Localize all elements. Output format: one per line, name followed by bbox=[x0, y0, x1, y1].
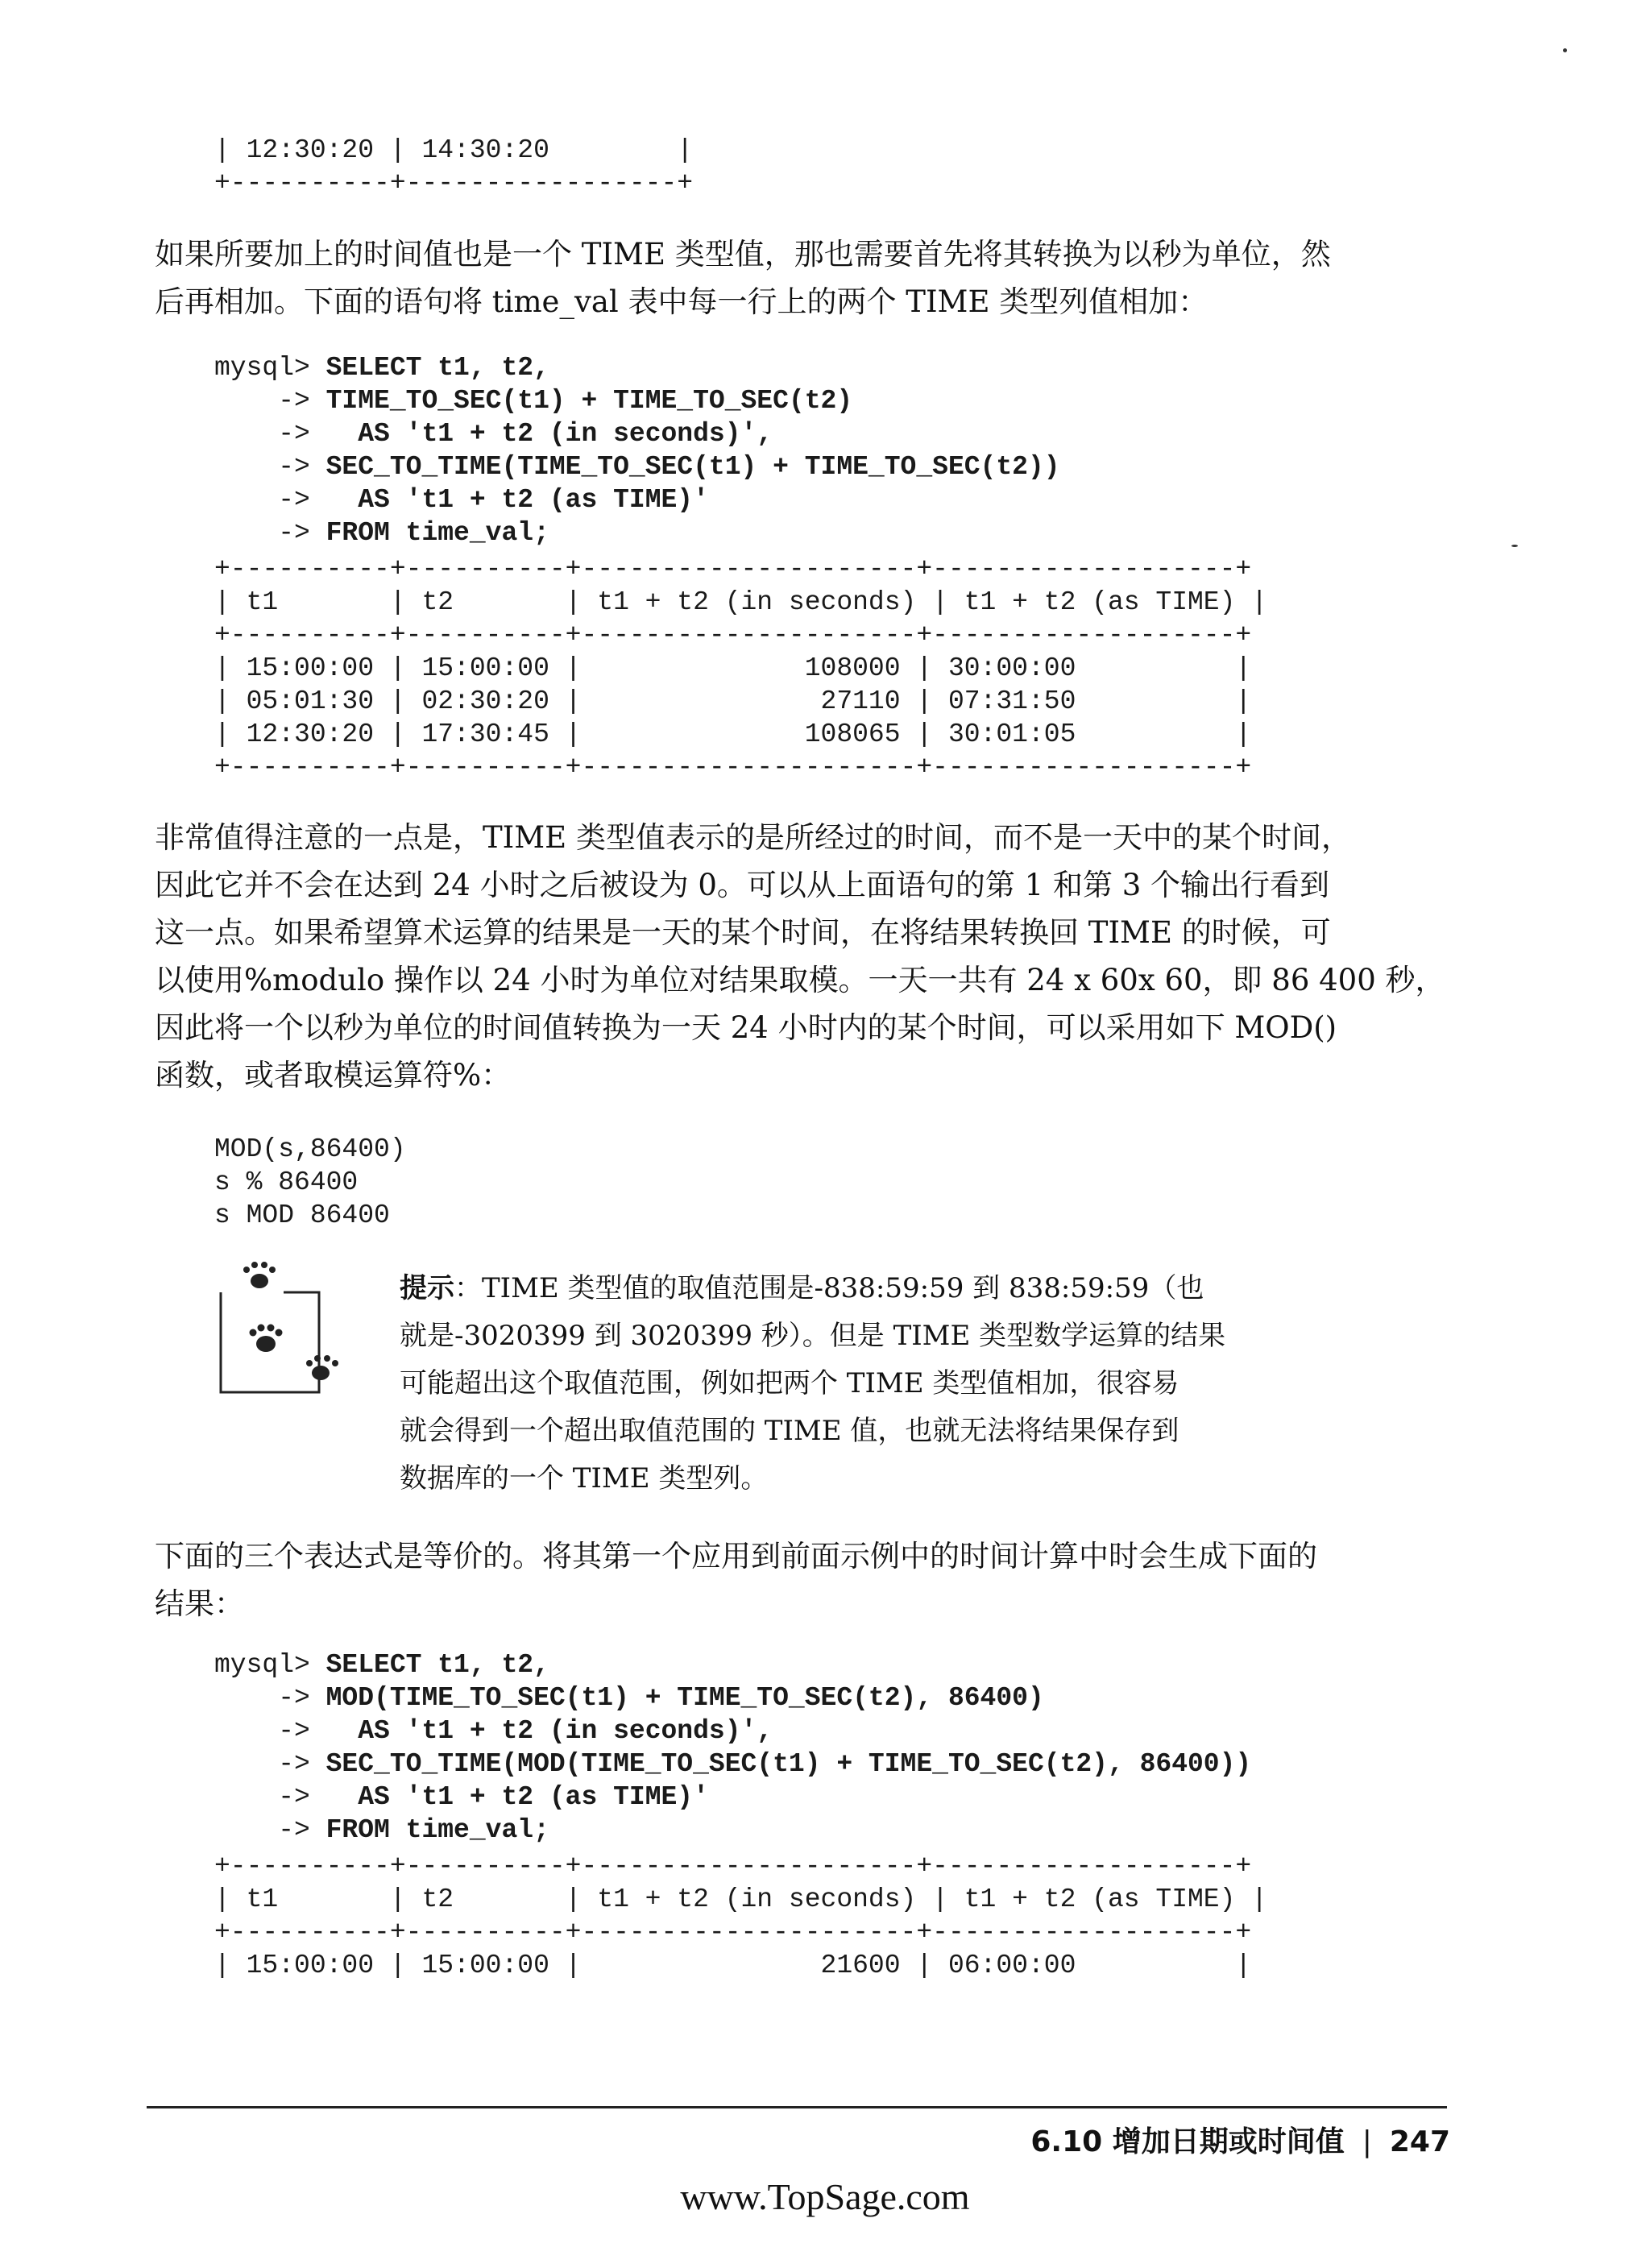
query-line: -> MOD(TIME_TO_SEC(t1) + TIME_TO_SEC(t2), 86400) bbox=[214, 1683, 1044, 1713]
paragraph-line: 结果： bbox=[155, 1586, 244, 1621]
query-line: -> TIME_TO_SEC(t1) + TIME_TO_SEC(t2) bbox=[214, 386, 853, 416]
watermark-url: www.TopSage.com bbox=[680, 2176, 970, 2217]
query-line: mysql> SELECT t1, t2, bbox=[214, 1650, 549, 1680]
table-row: | 15:00:00 | 15:00:00 | 108000 | 30:00:00 | bbox=[214, 653, 1252, 683]
tip-line: 就会得到一个超出取值范围的 TIME 值，也就无法将结果保存到 bbox=[400, 1415, 1179, 1447]
mod-examples bbox=[214, 1133, 406, 1232]
paragraph-line: 以使用%modulo 操作以 24 小时为单位对结果取模。一天一共有 24 x 60x 60，即 86 400 秒， bbox=[155, 963, 1445, 997]
code-line: +----------+-----------------+ bbox=[214, 168, 694, 198]
paragraph-line: 函数，或者取模运算符%： bbox=[155, 1058, 512, 1093]
running-footer bbox=[999, 2119, 1450, 2160]
paragraph-2 bbox=[155, 814, 1445, 1099]
table-row: | 12:30:20 | 17:30:45 | 108065 | 30:01:05 | bbox=[214, 719, 1252, 749]
scan-speck bbox=[1511, 545, 1518, 547]
query-line: -> SEC_TO_TIME(TIME_TO_SEC(t1) + TIME_TO_SEC(t2)) bbox=[214, 452, 1060, 482]
paragraph-3 bbox=[155, 1532, 1437, 1627]
paragraph-line: 后再相加。下面的语句将 time_val 表中每一行上的两个 TIME 类型列值相加： bbox=[155, 284, 1208, 319]
paragraph-line: 因此将一个以秒为单位的时间值转换为一天 24 小时内的某个时间，可以采用如下 MOD() bbox=[155, 1010, 1337, 1045]
code-line: MOD(s,86400) bbox=[214, 1134, 406, 1164]
tip-label: 提示 bbox=[400, 1272, 454, 1304]
table-row: | 15:00:00 | 15:00:00 | 21600 | 06:00:00 | bbox=[214, 1951, 1252, 1980]
paragraph-line: 如果所要加上的时间值也是一个 TIME 类型值，那也需要首先将其转换为以秒为单位，然 bbox=[155, 237, 1331, 272]
scan-speck bbox=[1563, 48, 1567, 52]
table-border: +----------+----------+---------------------+-------------------+ bbox=[214, 620, 1252, 650]
tip-note bbox=[400, 1265, 1350, 1503]
query-line: -> AS 't1 + t2 (in seconds)', bbox=[214, 1716, 773, 1746]
page-number: 247 bbox=[1389, 2125, 1450, 2158]
result-table-1 bbox=[214, 553, 1267, 784]
table-border: +----------+----------+---------------------+-------------------+ bbox=[214, 554, 1252, 584]
table-header-row: | t1 | t2 | t1 + t2 (in seconds) | t1 + t2 (as TIME) | bbox=[214, 1884, 1268, 1914]
code-fragment-top bbox=[214, 134, 693, 200]
table-header-row: | t1 | t2 | t1 + t2 (in seconds) | t1 + t2 (as TIME) | bbox=[214, 587, 1268, 617]
query-line: mysql> SELECT t1, t2, bbox=[214, 353, 549, 383]
footer-rule bbox=[147, 2106, 1447, 2108]
tip-line: 数据库的一个 TIME 类型列。 bbox=[400, 1462, 769, 1495]
table-border: +----------+----------+---------------------+-------------------+ bbox=[214, 753, 1252, 782]
code-line: s MOD 86400 bbox=[214, 1200, 390, 1230]
code-line: | 12:30:20 | 14:30:20 | bbox=[214, 135, 694, 165]
tip-line: 提示：TIME 类型值的取值范围是-838:59:59 到 838:59:59（也 bbox=[400, 1272, 1204, 1304]
query-line: -> AS 't1 + t2 (as TIME)' bbox=[214, 485, 709, 515]
query-line: -> FROM time_val; bbox=[214, 1815, 549, 1845]
result-table-2 bbox=[214, 1850, 1267, 1982]
paragraph-line: 非常值得注意的一点是，TIME 类型值表示的是所经过的时间，而不是一天中的某个时间， bbox=[155, 820, 1351, 855]
tip-line: 可能超出这个取值范围，例如把两个 TIME 类型值相加，很容易 bbox=[400, 1367, 1179, 1399]
query-line: -> FROM time_val; bbox=[214, 518, 549, 548]
paragraph-line: 这一点。如果希望算术运算的结果是一天的某个时间，在将结果转换回 TIME 的时候，可 bbox=[155, 915, 1331, 950]
sql-query-2 bbox=[214, 1648, 1251, 1847]
sql-query-1 bbox=[214, 351, 1060, 549]
paragraph-1 bbox=[155, 230, 1437, 325]
table-border: +----------+----------+---------------------+-------------------+ bbox=[214, 1918, 1252, 1947]
paragraph-line: 因此它并不会在达到 24 小时之后被设为 0。可以从上面语句的第 1 和第 3 个输出行看到 bbox=[155, 868, 1330, 902]
code-line: s % 86400 bbox=[214, 1167, 359, 1197]
tip-line: 就是-3020399 到 3020399 秒）。但是 TIME 类型数学运算的结果 bbox=[400, 1320, 1226, 1352]
paw-print-tip-icon bbox=[216, 1257, 346, 1402]
query-line: -> SEC_TO_TIME(MOD(TIME_TO_SEC(t1) + TIME_TO_SEC(t2), 86400)) bbox=[214, 1749, 1252, 1779]
table-row: | 05:01:30 | 02:30:20 | 27110 | 07:31:50 | bbox=[214, 686, 1252, 716]
query-line: -> AS 't1 + t2 (as TIME)' bbox=[214, 1782, 709, 1812]
paragraph-line: 下面的三个表达式是等价的。将其第一个应用到前面示例中的时间计算中时会生成下面的 bbox=[155, 1539, 1317, 1574]
footer-separator: | bbox=[1362, 2125, 1372, 2158]
table-border: +----------+----------+---------------------+-------------------+ bbox=[214, 1851, 1252, 1881]
query-line: -> AS 't1 + t2 (in seconds)', bbox=[214, 419, 773, 449]
section-title: 6.10 增加日期或时间值 bbox=[1030, 2125, 1345, 2158]
